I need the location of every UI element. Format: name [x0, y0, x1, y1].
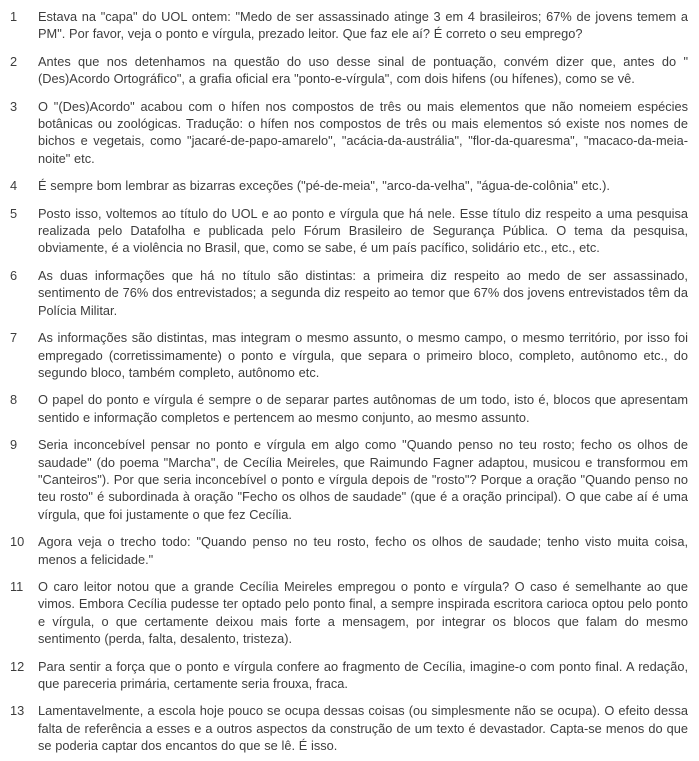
paragraph-number: 13 — [10, 703, 25, 719]
paragraph-number: 12 — [10, 658, 25, 674]
paragraph — [10, 205, 688, 257]
paragraph-number: 4 — [10, 178, 18, 194]
paragraph — [10, 53, 688, 88]
paragraph-text: Estava na "capa" do UOL ontem: "Medo de ser assassinado atinge 3 em 4 brasileiros; 67% de jovens temem a PM". Por favor, veja o ponto e vírgula, prezado leitor. Que faz ele aí? É correto o seu emprego? — [38, 9, 688, 42]
paragraph-text: O papel do ponto e vírgula é sempre o de separar partes autônomas de um todo, isto é, blocos que apresentam sentido e informação completos e pertencem ao mesmo conjunto, ao mesmo assunto. — [38, 392, 688, 425]
paragraph-number: 11 — [10, 578, 24, 594]
paragraph-number: 5 — [10, 205, 18, 221]
paragraph — [10, 177, 688, 194]
paragraph — [10, 391, 688, 426]
paragraph — [10, 702, 688, 754]
paragraph-text: Para sentir a força que o ponto e vírgula confere ao fragmento de Cecília, imagine-o com ponto final. A redação, que pareceria primária, certamente seria frouxa, fraca. — [38, 658, 688, 691]
paragraph — [10, 98, 688, 168]
paragraph-number: 3 — [10, 98, 18, 114]
paragraph — [10, 8, 688, 43]
paragraph-text: Posto isso, voltemos ao título do UOL e ao ponto e vírgula que há nele. Esse título diz respeito a uma pesquisa realizada pelo Datafolha e publicada pelo Fórum Brasileiro de Segurança Pública. O tema da pesquisa, obviamente, é a violência no Brasil, que, como se sabe, é um país pacífico, solidário etc., etc., etc. — [38, 205, 688, 256]
paragraph-text: Agora veja o trecho todo: "Quando penso no teu rosto, fecho os olhos de saudade; tenho visto muita coisa, menos a felicidade." — [38, 534, 688, 567]
paragraph — [10, 658, 688, 693]
paragraph — [10, 267, 688, 319]
paragraph-text: As informações são distintas, mas integram o mesmo assunto, o mesmo campo, o mesmo território, por isso foi empregado (corretissimamente) o ponto e vírgula, que separa o primeiro bloco, completo, autônomo etc., do segundo bloco, também completo, autônomo etc. — [38, 330, 688, 380]
paragraph — [10, 329, 688, 381]
paragraph-text: As duas informações que há no título são distintas: a primeira diz respeito ao medo de ser assassinado, sentimento de 76% dos entrevistados; a segunda diz respeito ao temor que 67% dos jovens entrevistados têm da Polícia Militar. — [38, 267, 688, 318]
paragraph-text: Lamentavelmente, a escola hoje pouco se ocupa dessas coisas (ou simplesmente não se ocupa). O efeito dessa falta de referência a esses e a outros aspectos da construção de um texto é devastador. Capta-se menos do que se poderia captar dos encantos do que se lê. É isso. — [38, 703, 688, 754]
paragraph — [10, 436, 688, 523]
paragraph — [10, 533, 688, 568]
paragraph-number: 1 — [10, 9, 18, 24]
paragraph-text: Seria inconcebível pensar no ponto e vírgula em algo como "Quando penso no teu rosto; fecho os olhos de saudade" (do poema "Marcha", de Cecília Meireles, que Raimundo Fagner adaptou, musicou e transformou em "Canteiros"). Por que seria inconcebível o ponto e vírgula depois de "rosto"? Porque a oração "Quando penso no teu rosto" é subordinada à oração "Fecho os olhos de saudade" (que é a oração principal). O que cabe aí é uma vírgula, que foi justamente o que fez Cecília. — [38, 437, 688, 522]
paragraph-text: Antes que nos detenhamos na questão do uso desse sinal de pontuação, convém dizer que, antes do "(Des)Acordo Ortográfico", a grafia oficial era "ponto-e-vírgula", com dois hifens (ou hífenes), como se vê. — [38, 53, 688, 87]
paragraph-number: 10 — [10, 534, 25, 550]
paragraph-text: O caro leitor notou que a grande Cecília Meireles empregou o ponto e vírgula? O caso é semelhante ao que vimos. Embora Cecília pudesse ter optado pelo ponto final, a sempre inspirada escritora carioca optou pelo ponto e vírgula, o que certamente deixou mais forte a mensagem, por integrar os blocos que falam do mesmo sentimento (perda, falta, desalento, tristeza). — [38, 578, 688, 647]
paragraph-number: 7 — [10, 330, 18, 346]
paragraph-number: 9 — [10, 437, 18, 453]
paragraph-text: É sempre bom lembrar as bizarras exceções ("pé-de-meia", "arco-da-velha", "água-de-colônia" etc.). — [38, 178, 610, 194]
paragraph-number: 6 — [10, 267, 18, 283]
paragraph — [10, 578, 688, 648]
paragraph-number: 2 — [10, 53, 18, 69]
paragraph-number: 8 — [10, 392, 18, 408]
paragraph-text: O "(Des)Acordo" acabou com o hífen nos compostos de três ou mais elementos que não nomeiem espécies botânicas ou zoológicas. Tradução: o hífen nos compostos de três ou mais elementos só existe nos nomes de bichos e vegetais, como "jacaré-de-papo-amarelo", "acácia-da-austrália", "flor-da-quaresma", "macaco-da-meia-noite" etc. — [38, 98, 688, 166]
